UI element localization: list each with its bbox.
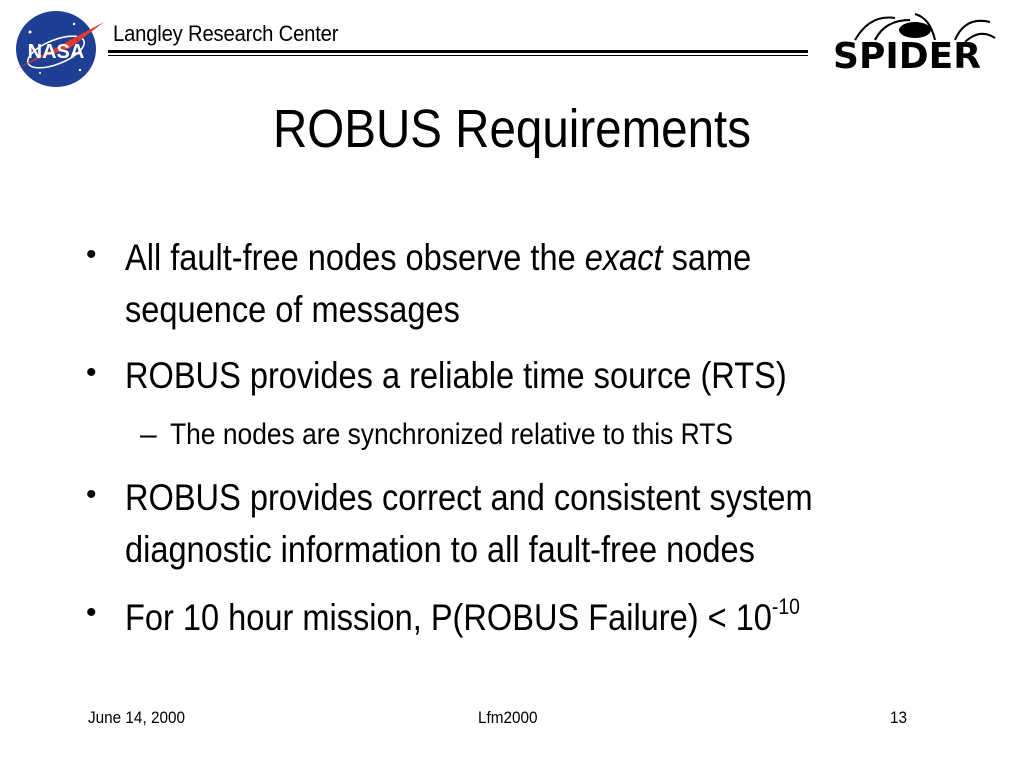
spider-logo (815, 8, 1000, 78)
center-name: Langley Research Center (113, 21, 339, 46)
bullet-marker: • (86, 238, 97, 271)
slide-title: ROBUS Requirements (272, 99, 752, 159)
nasa-logo (10, 8, 106, 90)
emphasis-exact: exact (584, 237, 663, 278)
header-rule-thin (108, 55, 808, 56)
footer-event: Lfm2000 (478, 708, 538, 727)
bullet-marker: • (86, 356, 97, 389)
exponent: -10 (771, 594, 800, 619)
nasa-logo-text: NASA (27, 41, 85, 63)
bullet-marker: • (86, 596, 97, 629)
bullet-3-line-2: diagnostic information to all fault-free nodes (125, 529, 755, 570)
header-rule (108, 50, 808, 53)
bullet-marker: • (86, 478, 97, 511)
sub-bullet-1: The nodes are synchronized relative to this RTS (170, 418, 734, 451)
footer-date: June 14, 2000 (88, 708, 185, 727)
bullet-3-line-1: ROBUS provides correct and consistent system (125, 477, 813, 518)
bullet-4-line-1: For 10 hour mission, P(ROBUS Failure) < $10^{-10}$ (125, 594, 800, 638)
bullet-1-line-2: sequence of messages (125, 289, 460, 330)
sub-bullet-marker: – (140, 418, 157, 451)
spider-logo-text: SPIDER (833, 36, 981, 77)
bullet-1-line-1: All fault-free nodes observe the exact same (125, 237, 752, 278)
bullet-2-line-1: ROBUS provides a reliable time source (RTS) (125, 355, 787, 396)
footer-page-number: 13 (890, 708, 908, 727)
